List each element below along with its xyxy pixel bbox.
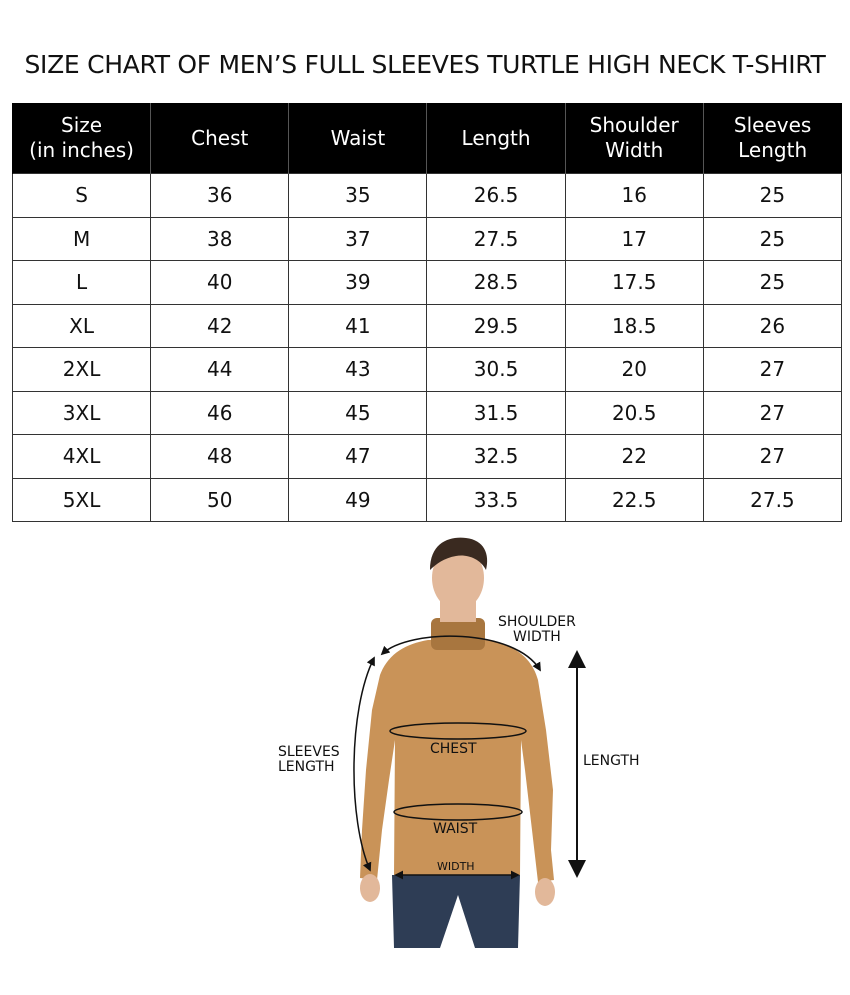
cell-size: 4XL — [13, 435, 151, 479]
cell-size: 2XL — [13, 348, 151, 392]
right-hand — [535, 878, 555, 906]
header-waist: Waist — [289, 103, 427, 174]
header-shoulder-width: Shoulder Width — [565, 103, 703, 174]
sleeves-label-line1: SLEEVES — [278, 744, 340, 760]
page-title: SIZE CHART OF MEN’S FULL SLEEVES TURTLE HIGH NECK T-SHIRT — [24, 50, 826, 79]
cell-chest: 50 — [151, 478, 289, 522]
cell-shoulder-width: 16 — [565, 174, 703, 218]
table-row — [13, 304, 842, 348]
cell-length: 32.5 — [427, 435, 565, 479]
length-arrow-bottom — [568, 860, 586, 878]
cell-size: XL — [13, 304, 151, 348]
length-label: LENGTH — [583, 753, 640, 769]
cell-sleeves-length: 27 — [703, 435, 841, 479]
jeans-illustration — [392, 875, 520, 948]
table-header-row — [13, 103, 842, 174]
cell-waist: 49 — [289, 478, 427, 522]
cell-size: L — [13, 261, 151, 305]
shoulder-label-line2: WIDTH — [513, 629, 561, 645]
cell-length: 26.5 — [427, 174, 565, 218]
turtleneck — [431, 618, 485, 650]
cell-sleeves-length: 27 — [703, 348, 841, 392]
cell-waist: 45 — [289, 391, 427, 435]
cell-size: 5XL — [13, 478, 151, 522]
cell-chest: 36 — [151, 174, 289, 218]
table-row — [13, 261, 842, 305]
table-row — [13, 435, 842, 479]
length-arrow-top — [568, 650, 586, 668]
cell-chest: 40 — [151, 261, 289, 305]
sleeves-label-line2: LENGTH — [278, 759, 335, 775]
cell-length: 29.5 — [427, 304, 565, 348]
waist-label: WAIST — [433, 821, 478, 837]
cell-length: 33.5 — [427, 478, 565, 522]
cell-sleeves-length: 26 — [703, 304, 841, 348]
cell-shoulder-width: 20 — [565, 348, 703, 392]
measurement-diagram — [270, 530, 640, 950]
table-row — [13, 391, 842, 435]
left-hand — [360, 874, 380, 902]
table-row — [13, 217, 842, 261]
cell-sleeves-length: 25 — [703, 261, 841, 305]
cell-sleeves-length: 25 — [703, 217, 841, 261]
cell-size: S — [13, 174, 151, 218]
header-chest: Chest — [151, 103, 289, 174]
cell-length: 28.5 — [427, 261, 565, 305]
cell-shoulder-width: 18.5 — [565, 304, 703, 348]
cell-chest: 38 — [151, 217, 289, 261]
cell-shoulder-width: 17.5 — [565, 261, 703, 305]
chest-label: CHEST — [430, 741, 477, 757]
table-row — [13, 348, 842, 392]
cell-sleeves-length: 27.5 — [703, 478, 841, 522]
cell-shoulder-width: 20.5 — [565, 391, 703, 435]
cell-length: 27.5 — [427, 217, 565, 261]
cell-length: 31.5 — [427, 391, 565, 435]
cell-waist: 41 — [289, 304, 427, 348]
cell-length: 30.5 — [427, 348, 565, 392]
table-row — [13, 174, 842, 218]
width-label: WIDTH — [437, 860, 475, 873]
cell-waist: 47 — [289, 435, 427, 479]
cell-chest: 42 — [151, 304, 289, 348]
header-size: Size (in inches) — [13, 103, 151, 174]
shoulder-label-line1: SHOULDER — [498, 614, 576, 630]
cell-chest: 46 — [151, 391, 289, 435]
cell-chest: 48 — [151, 435, 289, 479]
shirt-illustration — [360, 640, 554, 882]
cell-size: 3XL — [13, 391, 151, 435]
header-sleeves-length: Sleeves Length — [703, 103, 841, 174]
size-chart-table — [12, 103, 842, 522]
table-row — [13, 478, 842, 522]
header-length: Length — [427, 103, 565, 174]
cell-waist: 35 — [289, 174, 427, 218]
cell-chest: 44 — [151, 348, 289, 392]
cell-shoulder-width: 22 — [565, 435, 703, 479]
cell-waist: 37 — [289, 217, 427, 261]
cell-shoulder-width: 22.5 — [565, 478, 703, 522]
cell-shoulder-width: 17 — [565, 217, 703, 261]
cell-sleeves-length: 25 — [703, 174, 841, 218]
cell-waist: 43 — [289, 348, 427, 392]
cell-waist: 39 — [289, 261, 427, 305]
cell-size: M — [13, 217, 151, 261]
cell-sleeves-length: 27 — [703, 391, 841, 435]
